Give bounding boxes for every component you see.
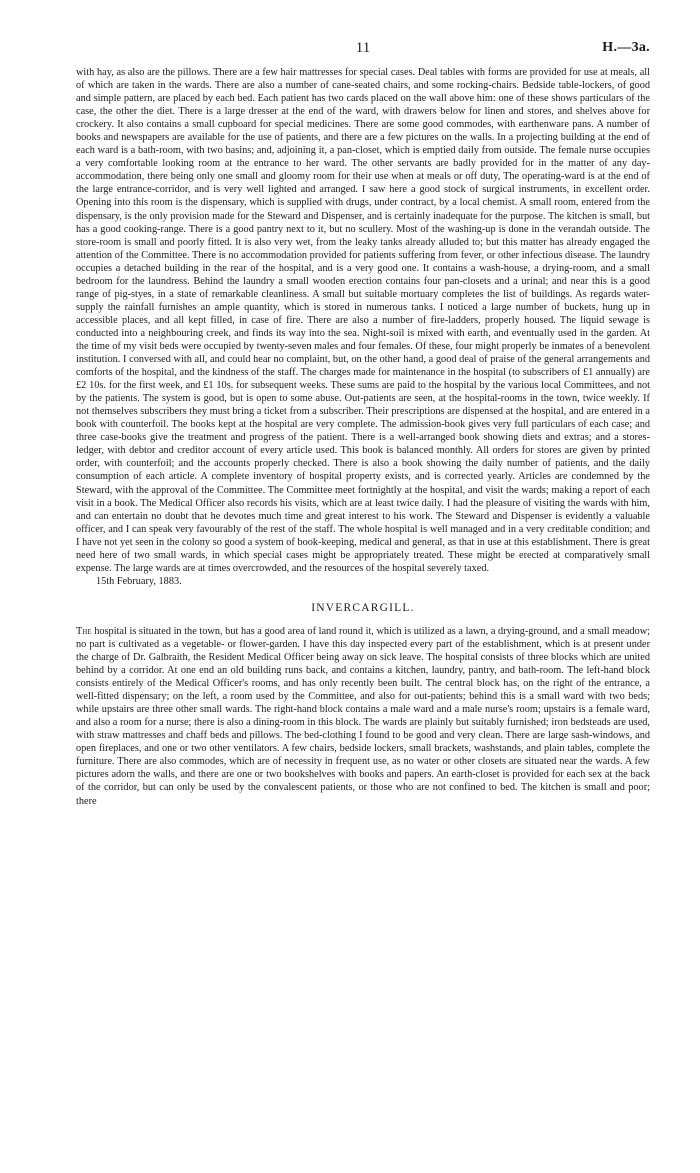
report-date: 15th February, 1883. bbox=[96, 575, 182, 587]
document-page bbox=[76, 40, 650, 808]
report-body bbox=[76, 66, 650, 808]
page-header bbox=[76, 40, 650, 66]
page-number: 11 bbox=[355, 40, 371, 56]
continued-report-paragraph: with hay, as also are the pillows. There are a few hair mattresses for special cases. Deal tables with forms are provided for use at meals, all of which are taken in the wards. There are also a number of cane-seated chairs, and some rocking-chairs. Bedside table-lockers, of good and simple pattern, are placed by each bed. Each patient has two cards placed on the wall above him: one of these shows particulars of the case, the other the diet. There is a large dresser at the end of the ward, with drawers below for linen and stores, and shelves above for crockery. It also contains a small cupboard for special medicines. There are some good commodes, with earthenware pans. A number of books and newspapers are available for the use of patients, and there are a few pictures on the walls. In a projecting building at the end of each ward is a bath-room, with two basins; and, adjoining it, a pan-closet, which is emptied daily from outside. The female nurse occupies a very comfortable looking room at the entrance to her ward. The other servants are badly provided for in the matter of any day-accommodation, there being only one small and gloomy room for their use when at meals or off duty, The operating-ward is at the end of the large entrance-corridor, and is very well lighted and arranged. I saw here a good stock of surgical instruments, in excellent order. Opening into this room is the dispensary, which is supplied with drugs, under contract, by a local chemist. A small room, entered from the dispensary, is the only provision made for the Steward and Dispenser, and is certainly inadequate for the purpose. The kitchen is small, but has a good cooking-range. There is a good pantry next to it, but no scullery. Most of the washing-up is done in the verandah outside. The store-room is small and poorly fitted. It is also very wet, from the leaky tanks already alluded to; but this matter has already engaged the attention of the Committee. There is no accommodation provided for patients suffering from fever, or other infectious disease. The laundry occupies a detached building in the rear of the hospital, and is a very good one. It contains a wash-house, a drying-room, and a small bedroom for the laundress. Behind the laundry a small wooden erection contains four pan-closets and a urinal; and near this is a good range of pig-styes, in a state of remarkable cleanliness. A small but suitable mortuary completes the list of buildings. As regards water-supply the rainfall furnishes an ample quantity, which is stored in numerous tanks. I noticed a large number of buckets, hung up in accessible places, and all kept filled, in case of fire. There are also a number of fire-ladders, properly housed. The liquid sewage is conducted into a neighbouring creek, and finds its way into the sea. Night-soil is mixed with earth, and eventually used in the garden. At the time of my visit beds were occupied by twenty-seven males and four females. Of these, four might properly be inmates of a benevolent institution. I conversed with all, and could hear no complaint, but, on the other hand, a good deal of praise of the general arrangements and comforts of the hospital, and the kindness of the staff. The charges made for maintenance in the hospital (to subscribers of £1 annually) are £2 10s. for the first week, and £1 10s. for subsequent weeks. These sums are paid to the hospital by the various local Committees, and not by the patients. The system is good, but is open to some abuse. Out-patients are seen, at the hospital-rooms in the town, twice weekly. If not themselves subscribers they must bring a ticket from a subscriber. Their prescriptions are dispensed at the hospital, and are entered in a book with counterfoil. The books kept at the hospital are very complete. The admission-book gives very full particulars of each case; and three case-books give the treatment and progress of the patient. There is a well-arranged book showing diets and extras; and a stores-ledger, with debtor and creditor account of every article used. This book is balanced monthly. All orders for stores are given by printed order, with counterfoil; and the accounts properly checked. There is also a book showing the daily number of patients, and the daily consumption of each article. A complete inventory of hospital property exists, and is corrected yearly. Articles are condemned by the Steward, with the approval of the Committee. The Committee meet fortnightly at the hospital, and visit the wards; making a report of each visit in a book. The Medical Officer also records his visits, which are at least twice daily. I had the pleasure of visiting the wards with him, and can entertain no doubt that he devotes much time and great interest to his work. The Steward and Dispenser is evidently a valuable officer, and I can speak very favourably of the rest of the staff. The whole hospital is well managed and in a very creditable condition; and I have not yet seen in the colony so good a system of book-keeping, medical and general, as that in use at this establishment. There is great need here of two small wards, in which special cases might be appropriately treated. These might be erected at comparatively small expense. The large wards are at times overcrowded, and the resources of the hospital severely taxed. bbox=[76, 67, 650, 574]
lead-word: The bbox=[76, 625, 92, 637]
section-heading-invercargill: INVERCARGILL. bbox=[311, 601, 415, 614]
document-reference: H.—3a. bbox=[602, 40, 650, 55]
invercargill-paragraph bbox=[76, 625, 650, 808]
invercargill-paragraph-text: hospital is situated in the town, but has a good area of land round it, which is utilized as a lawn, a drying-ground, and a small meadow; no part is cultivated as a vegetable- or flower-garden. I have this day inspected every part of the establishment, which is at present under the charge of Dr. Galbraith, the Resident Medical Officer being away on sick leave. The hospital consists of three blocks which are united behind by a corridor. At one end an old building runs back, and contains a kitchen, laundry, pantry, and bath-room. The left-hand block consists entirely of the Medical Officer's rooms, and has only recently been built. The central block has, on the right of the entrance, a well-fitted dispensary; on the left, a room used by the Committee, and also for out-patients; behind this is a small ward with two beds; while upstairs are three other small wards. The right-hand block contains a male ward and a male nurse's room; upstairs is a female ward, and also a room for a nurse; there is also a dining-room in this block. The wards are plainly but suitably furnished; iron bedsteads are used, with straw mattresses and chaff beds and pillows. The bed-clothing I found to be good and very clean. There are large sash-windows, and open fireplaces, and one or two other ventilators. A few chairs, bedside lockers, small brackets, washstands, and plain tables, complete the furniture. There are also commodes, which are of necessity in frequent use, as no water or other closets are situated near the wards. A few pictures adorn the walls, and there are one or two bookshelves with books and papers. An earth-closet is provided for each sex at the back of the corridor, but can only be used by the convalescent patients, or those who are not confined to bed. The kitchen is small and poor; there bbox=[76, 625, 650, 807]
